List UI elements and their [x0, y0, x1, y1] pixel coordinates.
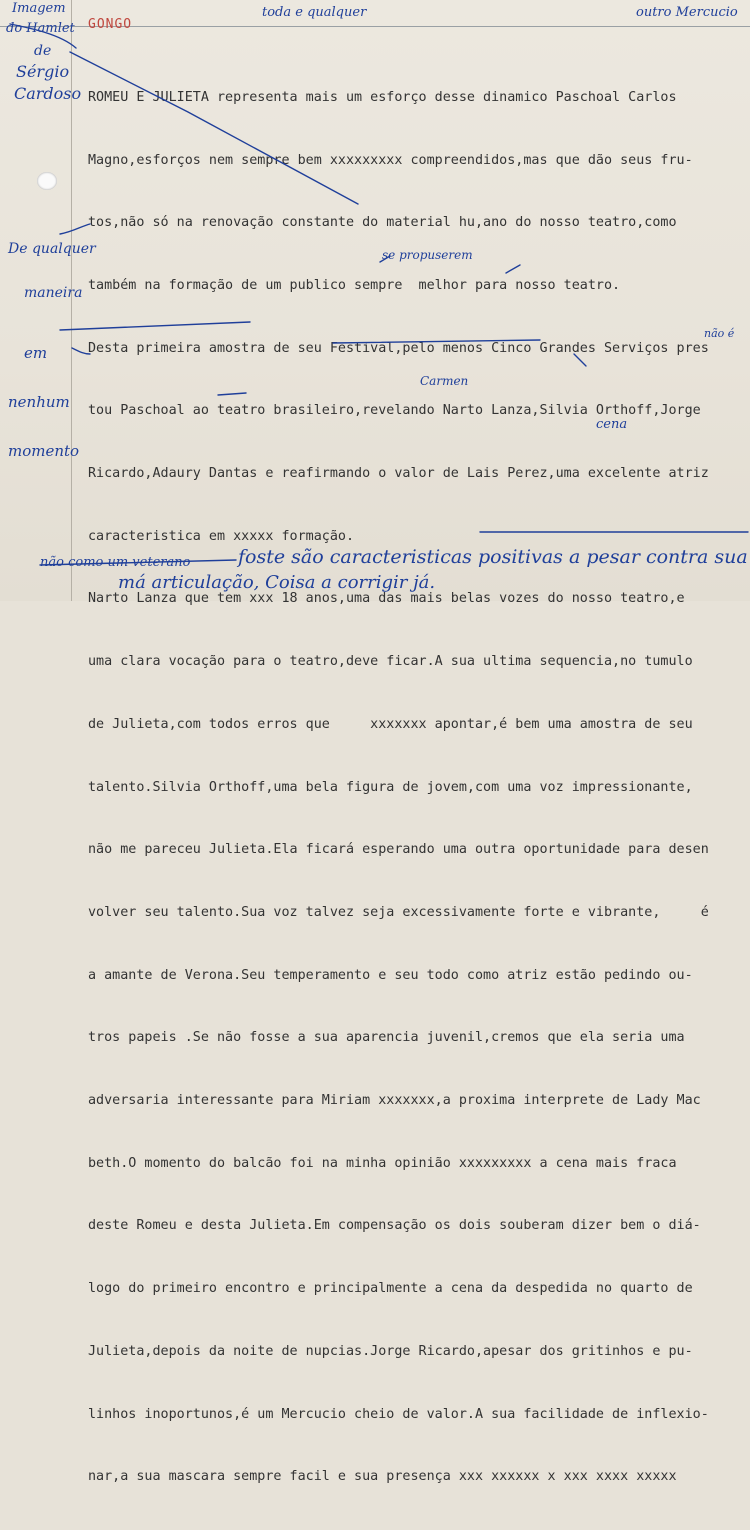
body-line: deste Romeu e desta Julieta.Em compensação os dois souberam dizer bem o diá-: [88, 1218, 701, 1234]
body-line: Julieta,depois da noite de nupcias.Jorge Ricardo,apesar dos gritinhos e pu-: [88, 1343, 693, 1359]
annotation-line: maneira: [24, 285, 83, 301]
body-line: de Julieta,com todos erros que xxxxxxx apontar,é bem uma amostra de seu: [88, 716, 693, 732]
body-line: tros papeis .Se não fosse a sua aparencia juvenil,cremos que ela seria uma: [88, 1030, 685, 1046]
strike-stroke: [333, 340, 540, 343]
pointer-stroke: [380, 256, 390, 262]
body-line: a amante de Verona.Seu temperamento e seu todo como atriz estão pedindo ou-: [88, 967, 693, 983]
closing-handwritten-line-2: má articulação, Coisa a corrigir já.: [118, 572, 436, 593]
strike-stroke: [40, 560, 236, 565]
left-note-line: Imagem: [12, 1, 66, 16]
body-line: não me pareceu Julieta.Ela ficará esperando uma outra oportunidade para desen: [88, 842, 709, 858]
document-title: GONGO: [88, 17, 133, 32]
body-line: tos,não só na renovação constante do material hu,ano do nosso teatro,como: [88, 215, 677, 231]
body-line: uma clara vocação para o teatro,deve ficar.A sua ultima sequencia,no tumulo: [88, 654, 693, 670]
body-line: talento.Silvia Orthoff,uma bela figura de jovem,com uma voz impressionante,: [88, 779, 693, 795]
left-note-line: do Hamlet: [6, 21, 75, 36]
body-line: caracteristica em xxxxx formação.: [88, 528, 355, 544]
body-line: tou Paschoal ao teatro brasileiro,revelando Narto Lanza,Silvia Orthoff,Jorge: [88, 403, 701, 419]
left-note-line: de: [34, 43, 52, 59]
right-note: outro Mercucio: [636, 5, 738, 20]
closing-struck-phrase: não como um veterano: [40, 555, 191, 570]
annotation-line: nenhum: [8, 393, 70, 411]
body-line: adversaria interessante para Miriam xxxxxxx,a proxima interprete de Lady Mac: [88, 1093, 701, 1109]
body-line: também na formação de um publico sempre melhor para nosso teatro.: [88, 277, 621, 293]
pointer-stroke: [574, 354, 586, 366]
pointer-stroke: [70, 52, 358, 204]
pointer-stroke: [506, 265, 520, 273]
body-line: nar,a sua mascara sempre facil e sua presença xxx xxxxxx x xxx xxxx xxxxx: [88, 1469, 677, 1485]
left-note-line: Sérgio: [16, 62, 70, 81]
annotation-line: momento: [8, 442, 80, 460]
left-note-line: Cardoso: [14, 84, 82, 103]
body-line: Desta primeira amostra de seu Festival,pelo menos Cinco Grandes Serviços pres: [88, 340, 709, 356]
body-line: Ricardo,Adaury Dantas e reafirmando o valor de Lais Perez,uma excelente atriz: [88, 466, 709, 482]
annotation-carmen: Carmen: [420, 374, 469, 388]
body-line: linhos inoportunos,é um Mercucio cheio de valor.A sua facilidade de inflexio-: [88, 1406, 709, 1422]
annotation-line: De qualquer: [8, 241, 96, 257]
pointer-stroke: [72, 348, 90, 354]
annotation-cena: cena: [596, 417, 628, 432]
annotation-nao-e: não é: [704, 327, 735, 340]
body-line: ROMEU E JULIETA representa mais um esforço desse dinamico Paschoal Carlos: [88, 89, 677, 105]
pointer-stroke: [60, 322, 250, 330]
strike-stroke: [218, 393, 246, 395]
top-note: toda e qualquer: [262, 5, 367, 20]
ink-strokes: [0, 0, 750, 601]
pointer-stroke: [60, 224, 90, 234]
body-line: logo do primeiro encontro e principalmente a cena da despedida no quarto de: [88, 1281, 693, 1297]
annotation-line: em: [24, 344, 48, 362]
body-line: Magno,esforços nem sempre bem xxxxxxxxx compreendidos,mas que dão seus fru-: [88, 152, 693, 168]
closing-handwritten-line-1: foste são caracteristicas positivas a pesar contra sua: [238, 546, 748, 568]
annotation-se-propuserem: se propuserem: [382, 248, 473, 262]
pointer-stroke: [10, 24, 76, 48]
body-line: Narto Lanza que tem xxx 18 anos,uma das mais belas vozes do nosso teatro,e: [88, 591, 685, 607]
body-line: beth.O momento do balcão foi na minha opinião xxxxxxxxx a cena mais fraca: [88, 1155, 677, 1171]
body-line: volver seu talento.Sua voz talvez seja excessivamente forte e vibrante, é: [88, 904, 709, 920]
